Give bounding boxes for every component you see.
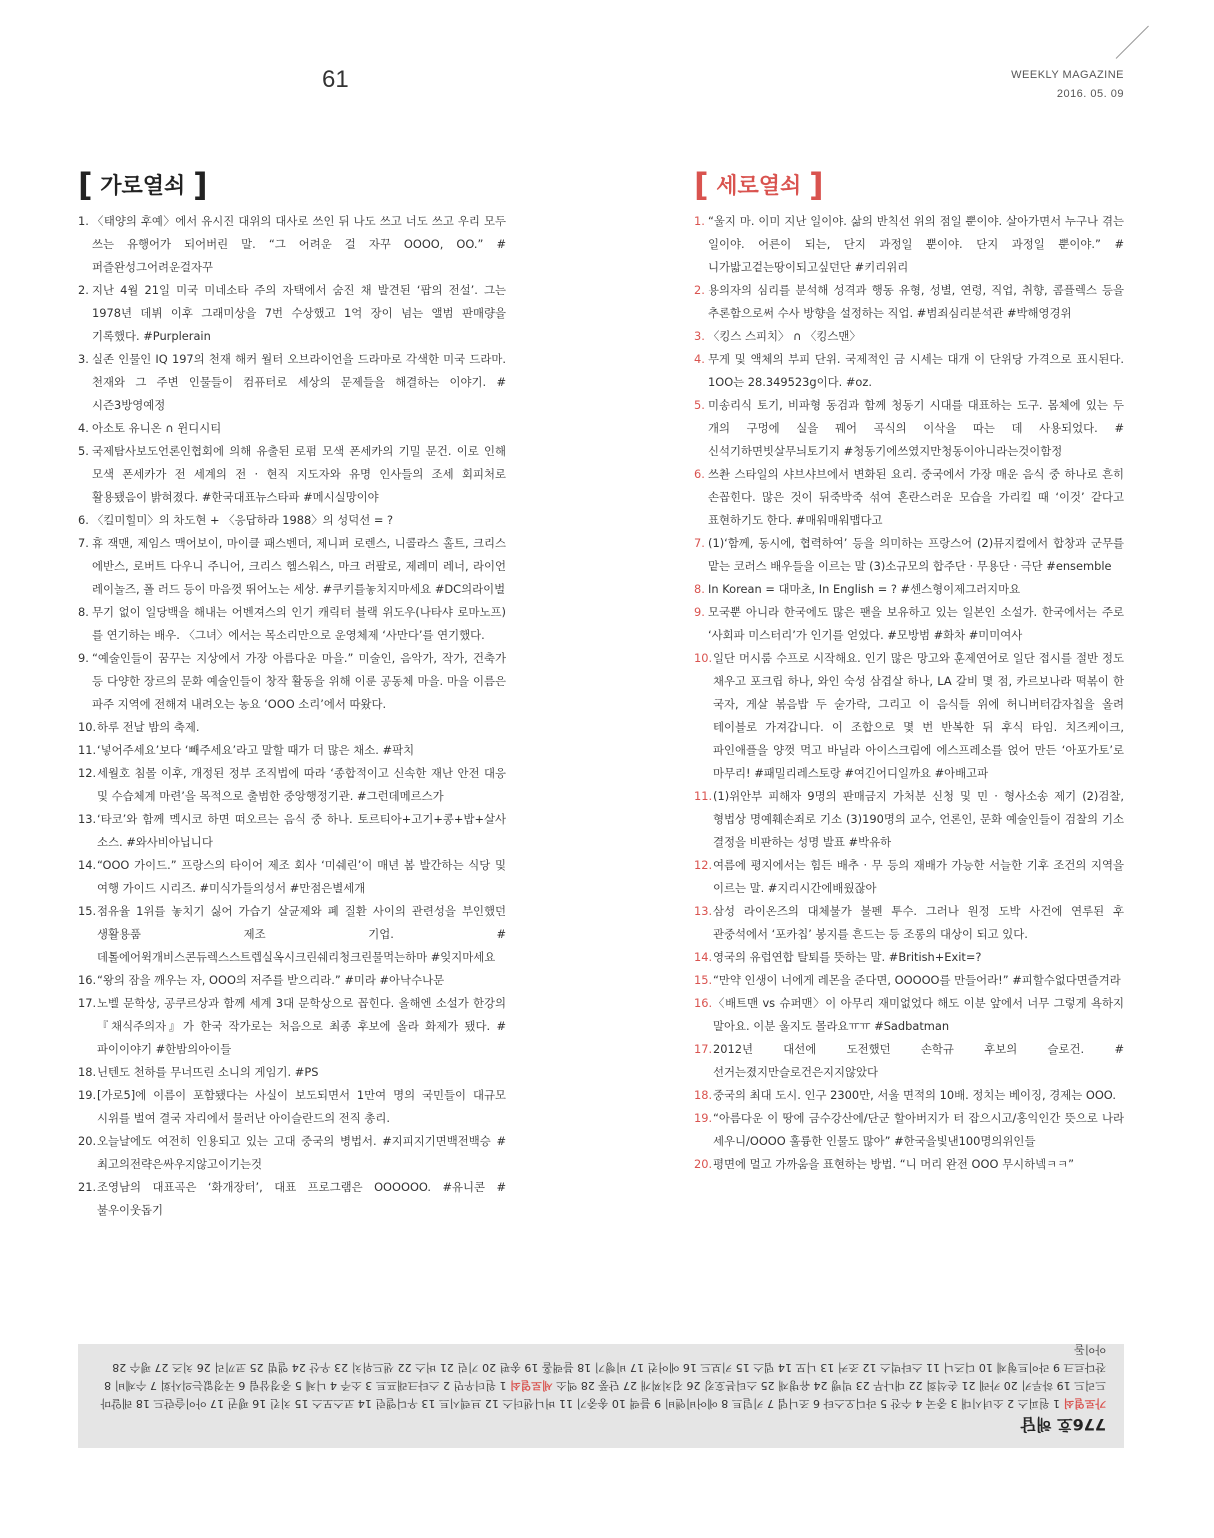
across-clue <box>78 532 506 601</box>
clue-text: 영국의 유럽연합 탈퇴를 뜻하는 말. #British+Exit=? <box>713 950 982 964</box>
clue-number: 7. <box>78 536 89 550</box>
down-clue <box>694 1153 1124 1176</box>
clue-text: 중국의 최대 도시. 인구 2300만, 서울 면적의 10배. 정치는 베이징, 경제는 OOO. <box>713 1088 1116 1102</box>
clue-number: 16. <box>694 996 713 1010</box>
clue-number: 4. <box>694 352 705 366</box>
clue-number: 15. <box>78 904 97 918</box>
across-clue <box>78 969 506 992</box>
clue-number: 14. <box>694 950 713 964</box>
clue-number: 21. <box>78 1180 97 1194</box>
clue-text: 〈배트맨 vs 슈퍼맨〉이 아무리 재미없었다 해도 이분 앞에서 너무 그렇게 욕하지 말아요. 이분 울지도 몰라요ㅠㅠ #Sadbatman <box>713 996 1124 1033</box>
clue-text: 하루 전날 밤의 축제. <box>97 720 200 734</box>
bracket-close: ] <box>192 166 208 204</box>
clue-text: 여름에 평지에서는 힘든 배추 · 무 등의 재배가 가능한 서늘한 기후 조건의 지역을 이르는 말. #지리시간에배웠잖아 <box>713 858 1124 895</box>
across-heading <box>78 168 506 204</box>
answer-down-label: 세로열쇠 <box>510 1379 553 1392</box>
clue-number: 13. <box>694 904 713 918</box>
clue-number: 2. <box>694 283 705 297</box>
clue-number: 4. <box>78 421 89 435</box>
clue-number: 19. <box>694 1111 713 1125</box>
clue-number: 11. <box>694 789 713 803</box>
answer-across-text: 1 원피스 2 소녀시대 3 중국 4 수잔 5 라디오스타 6 조니뎁 7 키덜트 8 에어비앤비 9 블랙 10 송중기 11 버니샌더스 12 브렉시트 13 우디앨런 14 코스모스 15 치킨 16 펭귄 17 아이슬란드 18 레알마드리드 19 하루키 20 카레 21 손석희 22 대나무 23 빅뱅 24 유병재 25 스티븐호킹 26 김치찌개 27 단풍 28 엑소 <box>100 1379 1106 1410</box>
down-clue <box>694 900 1124 946</box>
answer-box <box>78 1344 1124 1448</box>
clue-text: 무게 및 액체의 부피 단위. 국제적인 금 시세는 대개 이 단위당 가격으로 표시된다. 1OO는 28.349523g이다. #oz. <box>708 352 1124 389</box>
across-clue <box>78 992 506 1061</box>
clue-text: (1)위안부 피해자 9명의 판매금지 가처분 신청 및 민 · 형사소송 제기 (2)검찰, 형법상 명예훼손죄로 기소 (3)190명의 교수, 언론인, 문화 예술인들이 검찰의 기소 결정을 비판하는 성명 발표 #박유하 <box>713 789 1124 849</box>
down-title: 세로열쇠 <box>716 174 802 199</box>
down-clues-section <box>694 168 1124 1176</box>
clue-number: 9. <box>78 651 89 665</box>
clue-text: 오늘날에도 여전히 인용되고 있는 고대 중국의 병법서. #지피지기면백전백승 #최고의전략은싸우지않고이기는것 <box>97 1134 506 1171</box>
clue-text: 실존 인물인 IQ 197의 천재 해커 월터 오브라이언을 드라마로 각색한 미국 드라마. 천재와 그 주변 인물들이 컴퓨터로 세상의 문제들을 해결하는 이야기. #시즌3방영예정 <box>92 352 506 412</box>
clue-number: 8. <box>694 582 705 596</box>
across-clue <box>78 348 506 417</box>
across-clue <box>78 1084 506 1130</box>
masthead <box>1011 66 1124 104</box>
clue-number: 9. <box>694 605 705 619</box>
clue-number: 2. <box>78 283 89 297</box>
clue-text: “아름다운 이 땅에 금수강산에/단군 할아버지가 터 잡으시고/홍익인간 뜻으로 나라 세우니/OOOO 훌륭한 인물도 많아” #한국을빛낸100명의위인들 <box>713 1111 1124 1148</box>
clue-number: 6. <box>78 513 89 527</box>
clue-number: 1. <box>694 214 705 228</box>
clue-number: 18. <box>694 1088 713 1102</box>
clue-text: In Korean = 대마초, In English = ? #센스형이제그러지마요 <box>708 582 1021 596</box>
clue-text: 평면에 멀고 가까움을 표현하는 방법. “니 머리 완전 OOO 무시하넼ㅋㅋ” <box>713 1157 1074 1171</box>
clue-text: 휴 잭맨, 제임스 맥어보이, 마이클 패스벤더, 제니퍼 로렌스, 니콜라스 홀트, 크리스 에반스, 로버트 다우니 주니어, 크리스 헴스워스, 마크 러팔로, 제레미 레너, 라이언 레이놀즈, 폴 러드 등이 마음껏 뛰어노는 세상. #쿠키를놓치지마세요 #DC의라이벌 <box>92 536 506 596</box>
clue-text: (1)‘함께, 동시에, 협력하여’ 등을 의미하는 프랑스어 (2)뮤지컬에서 합창과 군무를 맡는 코러스 배우들을 이르는 말 (3)소규모의 합주단 · 무용단 · 극단 #ensemble <box>708 536 1124 573</box>
down-clue <box>694 463 1124 532</box>
clue-text: “OOO 가이드.” 프랑스의 타이어 제조 회사 ‘미쉐린’이 매년 봄 발간하는 식당 및 여행 가이드 시리즈. #미식가들의성서 #만점은별세개 <box>97 858 506 895</box>
down-heading <box>694 168 1124 204</box>
answer-title: 776호 해답 <box>1020 1415 1106 1434</box>
page-number: 61 <box>322 66 349 93</box>
across-clue <box>78 739 506 762</box>
down-clue-list <box>694 210 1124 1176</box>
magazine-name: WEEKLY MAGAZINE <box>1011 69 1124 81</box>
across-clue <box>78 716 506 739</box>
down-clue <box>694 279 1124 325</box>
clue-text: 〈킬미힐미〉의 차도현 + 〈응답하라 1988〉의 성덕선 = ? <box>92 513 394 527</box>
clue-number: 11. <box>78 743 97 757</box>
clue-text: 쓰촨 스타일의 샤브샤브에서 변화된 요리. 중국에서 가장 매운 음식 중 하나로 흔히 손꼽힌다. 많은 것이 뒤죽박죽 섞여 혼란스러운 모습을 가리킬 때 ‘이것’ 같다고 표현하기도 한다. #매워매워맵다고 <box>708 467 1124 527</box>
clue-text: ‘넣어주세요’보다 ‘빼주세요’라고 말할 때가 더 많은 채소. #팍치 <box>97 743 415 757</box>
clue-text: 미송리식 토기, 비파형 동검과 함께 청동기 시대를 대표하는 도구. 몸체에 있는 두 개의 구멍에 실을 꿰어 곡식의 이삭을 따는 데 사용되었다. #신석기하면빗살무늬토기지 #청동기에쓰였지만청동이아니라는것이함정 <box>708 398 1124 458</box>
clue-number: 1. <box>78 214 89 228</box>
clue-text: 조영남의 대표곡은 ‘화개장터’, 대표 프로그램은 OOOOOO. #유니콘 #불우이웃돕기 <box>97 1180 506 1217</box>
down-clue <box>694 992 1124 1038</box>
clue-text: “울지 마. 이미 지난 일이야. 삶의 반칙선 위의 점일 뿐이야. 살아가면서 누구나 겪는 일이야. 어른이 되는, 단지 과정일 뿐이야. 단지 과정일 뿐이야.” #니가밟고겉는땅이되고싶던단 #키리위리 <box>708 214 1124 274</box>
clue-text: “예술인들이 꿈꾸는 지상에서 가장 아름다운 마을.” 미술인, 음악가, 작가, 건축가 등 다양한 장르의 문화 예술인들이 창작 활동을 위해 이룬 공동체 마을. 마을 이름은 파주 지역에 전해져 내려오는 농요 ‘OOO 소리’에서 따왔다. <box>92 651 506 711</box>
corner-decoration <box>1116 26 1149 59</box>
across-clue <box>78 601 506 647</box>
bracket-open: [ <box>694 166 709 204</box>
clue-text: 지난 4월 21일 미국 미네소타 주의 자택에서 숨진 채 발견된 ‘팝의 전설’. 그는 1978년 데뷔 이후 그래미상을 7번 수상했고 1억 장이 넘는 앨범 판매량을 기록했다. #Purplerain <box>92 283 506 343</box>
clue-text: 무기 없이 일당백을 해내는 어벤져스의 인기 캐릭터 블랙 위도우(나타샤 로마노프)를 연기하는 배우. 〈그녀〉에서는 목소리만으로 운영체제 ‘사만다’를 연기했다. <box>92 605 506 642</box>
clue-number: 12. <box>78 766 97 780</box>
clue-text: 〈태양의 후예〉에서 유시진 대위의 대사로 쓰인 뒤 나도 쓰고 너도 쓰고 우리 모두 쓰는 유행어가 되어버린 말. “그 어려운 걸 자꾸 OOOO, OO.” #퍼즐완성그어려운걸자꾸 <box>92 214 506 274</box>
down-clue <box>694 1038 1124 1084</box>
clue-number: 5. <box>78 444 89 458</box>
down-clue <box>694 1107 1124 1153</box>
clue-number: 19. <box>78 1088 97 1102</box>
across-clue <box>78 854 506 900</box>
across-clue <box>78 417 506 440</box>
clue-number: 15. <box>694 973 713 987</box>
clue-number: 7. <box>694 536 705 550</box>
clue-number: 3. <box>78 352 89 366</box>
clue-text: 세월호 침몰 이후, 개정된 정부 조직법에 따라 ‘종합적이고 신속한 재난 안전 대응 및 수습체계 마련’을 목적으로 출범한 중앙행정기관. #그런데메르스가 <box>97 766 506 803</box>
down-clue <box>694 210 1124 279</box>
clue-number: 10. <box>694 651 713 665</box>
answer-text-upside-down <box>100 1343 1106 1436</box>
clue-number: 13. <box>78 812 97 826</box>
clue-number: 16. <box>78 973 97 987</box>
across-clue-list <box>78 210 506 1222</box>
answer-body <box>100 1340 1106 1412</box>
across-title: 가로열쇠 <box>100 174 186 199</box>
across-clue <box>78 440 506 509</box>
down-clue <box>694 1084 1124 1107</box>
clue-text: 아소토 유니온 ∩ 윈디시티 <box>92 421 222 435</box>
across-clue <box>78 808 506 854</box>
clue-text: [가로5]에 이름이 포함됐다는 사실이 보도되면서 1만여 명의 국민들이 대규모 시위를 벌여 결국 자리에서 물러난 아이슬란드의 전직 총리. <box>97 1088 506 1125</box>
across-clue <box>78 647 506 716</box>
clue-number: 14. <box>78 858 97 872</box>
clue-text: 닌텐도 천하를 무너뜨린 소니의 게임기. #PS <box>97 1065 319 1079</box>
clue-number: 17. <box>694 1042 713 1056</box>
down-clue <box>694 348 1124 394</box>
clue-text: 〈킹스 스피치〉 ∩ 〈킹스맨〉 <box>708 329 861 343</box>
clue-text: 모국뿐 아니라 한국에도 많은 팬을 보유하고 있는 일본인 소설가. 한국에서는 주로 ‘사회파 미스터리’가 인기를 얻었다. #모방범 #화차 #미미여사 <box>708 605 1124 642</box>
clue-number: 20. <box>78 1134 97 1148</box>
answer-across-label: 가로열쇠 <box>1063 1397 1106 1410</box>
down-clue <box>694 946 1124 969</box>
clue-number: 6. <box>694 467 705 481</box>
answer-down-text: 1 원더우먼 2 스타크래프트 3 소주 4 니체 5 중경삼림 6 국경없는의사회 7 수제비 8 잔다르크 9 라이트형제 10 디즈니 11 스타벅스 12 조커 13 니모 14 뎁스 15 키보드 16 에어컨 17 비행기 18 블랙홀 19 송편 20 기린 21 버스 22 샌드위치 23 우산 24 앨범 25 코끼리 26 치즈 27 펭수 28 아이돌 <box>104 1343 1106 1392</box>
down-clue <box>694 854 1124 900</box>
down-clue <box>694 601 1124 647</box>
clue-text: “만약 인생이 너에게 레몬을 준다면, OOOOO를 만들어라!” #피할수없다면즐겨라 <box>713 973 1121 987</box>
bracket-open: [ <box>78 166 93 204</box>
clue-text: “왕의 잠을 깨우는 자, OOO의 저주를 받으리라.” #미라 #아낙수나문 <box>97 973 445 987</box>
clue-number: 5. <box>694 398 705 412</box>
clue-text: 국제탐사보도언론인협회에 의해 유출된 로펌 모색 폰세카의 기밀 문건. 이로 인해 모색 폰세카가 전 세계의 전 · 현직 지도자와 유명 인사들의 조세 회피처로 활용됐음이 밝혀졌다. #한국대표뉴스타파 #메시실망이야 <box>92 444 506 504</box>
clue-text: 용의자의 심리를 분석해 성격과 행동 유형, 성별, 연령, 직업, 취향, 콤플렉스 등을 추론함으로써 수사 방향을 설정하는 직업. #범죄심리분석관 #박해영경위 <box>708 283 1124 320</box>
down-clue <box>694 969 1124 992</box>
down-clue <box>694 578 1124 601</box>
clue-number: 8. <box>78 605 89 619</box>
clue-number: 3. <box>694 329 705 343</box>
clue-number: 18. <box>78 1065 97 1079</box>
down-clue <box>694 647 1124 785</box>
down-clue <box>694 785 1124 854</box>
clue-text: ‘타코’와 함께 멕시코 하면 떠오르는 음식 중 하나. 토르티아+고기+콩+밥+살사 소스. #와사비아닙니다 <box>97 812 506 849</box>
clue-number: 10. <box>78 720 97 734</box>
clue-number: 20. <box>694 1157 713 1171</box>
clue-number: 17. <box>78 996 97 1010</box>
down-clue <box>694 532 1124 578</box>
clue-text: 노벨 문학상, 공쿠르상과 함께 세계 3대 문학상으로 꼽힌다. 올해엔 소설가 한강의 『채식주의자』가 한국 작가로는 처음으로 최종 후보에 올라 화제가 됐다. #파이이야기 #한밤의아이들 <box>97 996 506 1056</box>
across-clue <box>78 509 506 532</box>
across-clue <box>78 279 506 348</box>
across-clue <box>78 1061 506 1084</box>
across-clue <box>78 762 506 808</box>
across-clue <box>78 900 506 969</box>
clue-number: 12. <box>694 858 713 872</box>
across-clue <box>78 1130 506 1176</box>
clue-text: 점유율 1위를 놓치기 싫어 가습기 살균제와 폐 질환 사이의 관련성을 부인했던 생활용품 제조 기업. #데톨에어윅개비스콘듀렉스스트렙실옥시크린쉐리청크린물먹는하마 #잊지마세요 <box>97 904 506 964</box>
clue-text: 일단 머시룸 수프로 시작해요. 인기 많은 망고와 훈제연어로 일단 접시를 절반 정도 채우고 포크립 하나, 와인 숙성 삼겹살 하나, LA 갈비 몇 점, 카르보나라 떡볶이 한 국자, 게살 볶음밥 두 숟가락, 그리고 이 음식들 위에 허니버터감자칩을 올려 테이블로 가져갑니다. 이 조합으로 몇 번 반복한 뒤 후식 타임. 치즈케이크, 파인애플을 양껏 먹고 바닐라 아이스크림에 에스프레소를 얹어 만든 ‘아포가토’로 마무리! #패밀리레스토랑 #여긴어디일까요 #아배고파 <box>713 651 1124 780</box>
across-clues-section <box>78 168 506 1222</box>
down-clue <box>694 325 1124 348</box>
bracket-close: ] <box>808 166 824 204</box>
issue-date: 2016. 05. 09 <box>1056 88 1124 100</box>
across-clue <box>78 210 506 279</box>
clue-text: 2012년 대선에 도전했던 손학규 후보의 슬로건. #선거는졌지만슬로건은지지않았다 <box>713 1042 1124 1079</box>
across-clue <box>78 1176 506 1222</box>
clue-text: 삼성 라이온즈의 대체불가 불펜 투수. 그러나 원정 도박 사건에 연루된 후 관중석에서 ‘포카칩’ 봉지를 흔드는 등 조롱의 대상이 되고 있다. <box>713 904 1124 941</box>
down-clue <box>694 394 1124 463</box>
